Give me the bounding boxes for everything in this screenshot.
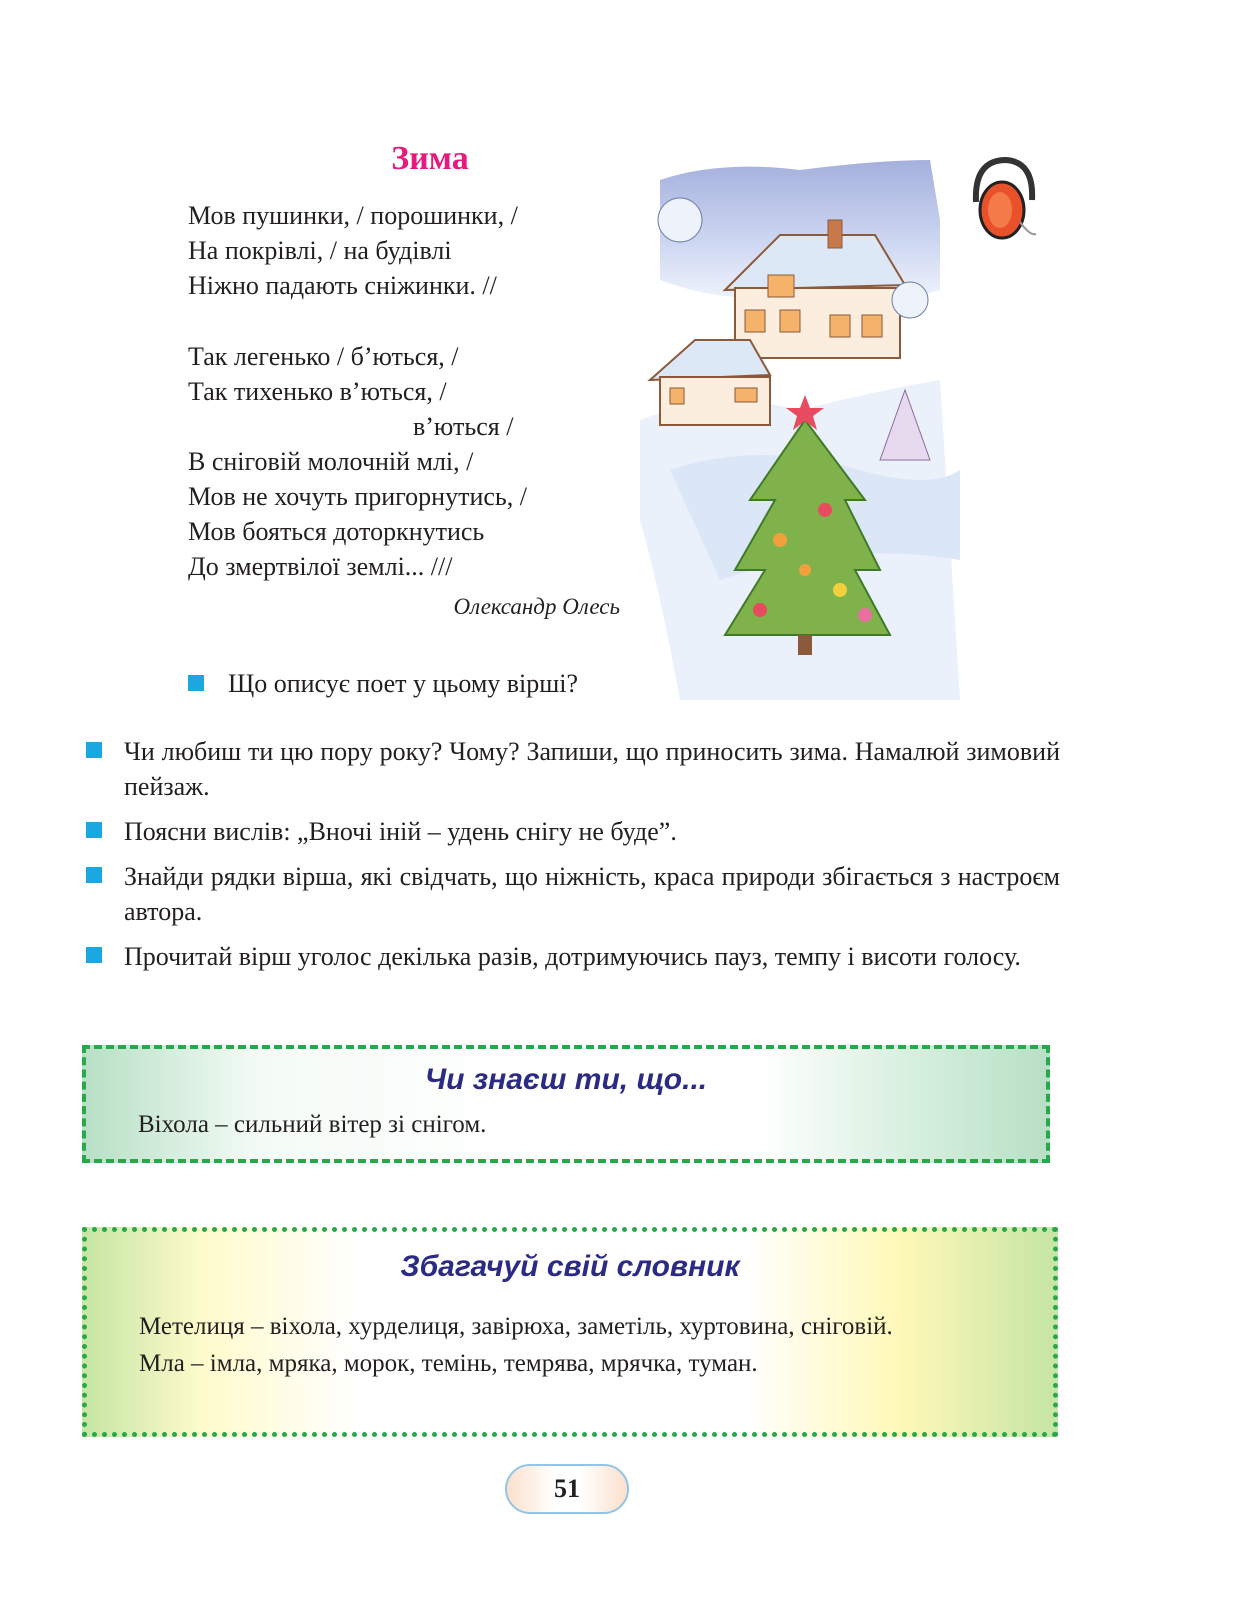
task-text: Поясни вислів: „Вночі іній – удень снігу не буде”. xyxy=(124,817,677,846)
vocabulary-line: Мла – імла, мряка, морок, темінь, темрява, мрячка, туман. xyxy=(139,1350,758,1377)
vocabulary-title: Збагачуй свій словник xyxy=(400,1250,740,1283)
winter-village-illustration xyxy=(640,140,980,700)
question-text: Що описує поет у цьому вірші? xyxy=(228,669,579,698)
poem-line: Мов не хочуть пригорнутись, / xyxy=(188,482,527,511)
vocabulary-box xyxy=(82,1227,1058,1437)
poem-question xyxy=(188,667,578,701)
square-bullet-icon xyxy=(86,867,102,883)
poem-line: Так легенько / б’ються, / xyxy=(188,342,459,371)
task-list xyxy=(84,734,1060,984)
list-item xyxy=(84,734,1060,804)
poem-line: Мов пушинки, / порошинки, / xyxy=(188,201,518,230)
poem-line: До змертвілої землі... /// xyxy=(188,552,453,581)
poem-line: На покрівлі, / на будівлі xyxy=(188,236,452,265)
list-item xyxy=(84,814,1060,849)
headphones-icon[interactable] xyxy=(966,152,1042,248)
square-bullet-icon xyxy=(188,675,204,691)
poem-text xyxy=(188,198,527,584)
did-you-know-title: Чи знаєш ти, що... xyxy=(424,1063,708,1096)
list-item xyxy=(84,939,1060,974)
poem-line: Ніжно падають сніжинки. // xyxy=(188,271,497,300)
poem-title: Зима xyxy=(391,140,469,177)
task-text: Знайди рядки вірша, які свідчать, що ніжність, краса природи збігається з настроєм автора. xyxy=(124,862,1060,926)
poem-line: в’ються / xyxy=(413,412,514,441)
square-bullet-icon xyxy=(86,947,102,963)
page-number: 51 xyxy=(505,1464,629,1514)
did-you-know-box xyxy=(82,1045,1050,1163)
vocabulary-line: Метелиця – віхола, хурделиця, завірюха, заметіль, хуртовина, сніговій. xyxy=(139,1313,893,1340)
did-you-know-text: Віхола – сильний вітер зі снігом. xyxy=(138,1111,487,1138)
poem-line: В сніговій молочній млі, / xyxy=(188,447,474,476)
poem-line: Мов бояться доторкнутись xyxy=(188,517,485,546)
task-text: Чи любиш ти цю пору року? Чому? Запиши, що приносить зима. Намалюй зимовий пейзаж. xyxy=(124,737,1060,801)
list-item xyxy=(84,859,1060,929)
poem-line: Так тихенько в’ються, / xyxy=(188,377,447,406)
task-text: Прочитай вірш уголос декілька разів, дотримуючись пауз, темпу і висоти голосу. xyxy=(124,942,1021,971)
square-bullet-icon xyxy=(86,822,102,838)
square-bullet-icon xyxy=(86,742,102,758)
poem-author: Олександр Олесь xyxy=(453,594,620,619)
vocabulary-lines xyxy=(139,1308,893,1382)
